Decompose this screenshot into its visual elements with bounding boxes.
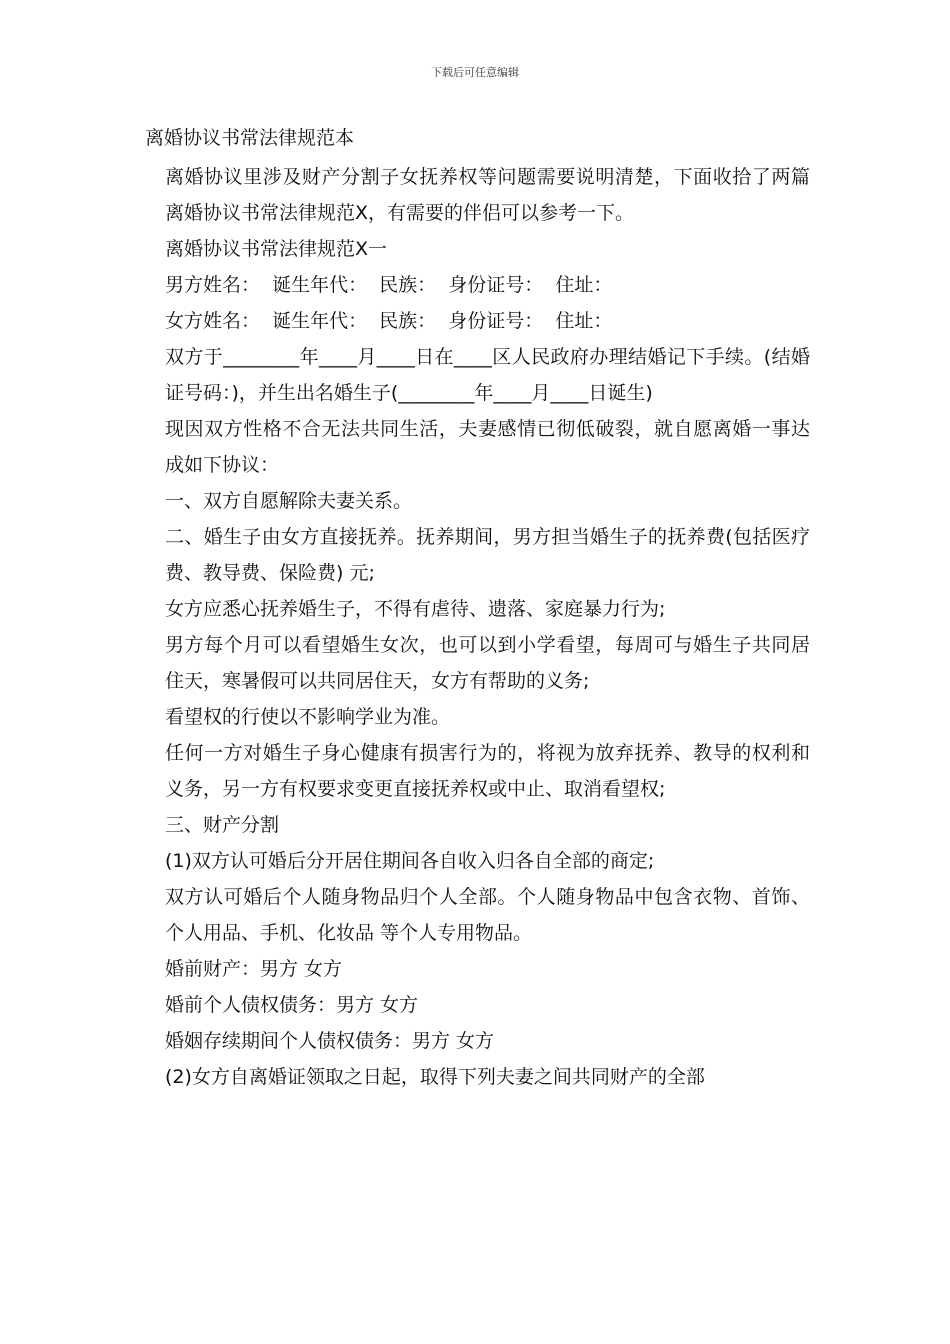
paragraph: 看望权的行使以不影响学业为准。: [165, 706, 451, 728]
paragraph: 一、双方自愿解除夫妻关系。: [165, 490, 413, 512]
paragraph: 离婚协议里涉及财产分割子女抚养权等问题需要说明清楚，下面收拾了两篇离婚协议书常法律规范Ⅹ，有需要的伴侣可以参考一下。: [165, 166, 810, 224]
paragraph: 现因双方性格不合无法共同生活，夫妻感情已彻低破裂，就自愿离婚一事达成如下协议：: [165, 418, 810, 476]
paragraph: (2)女方自离婚证领取之日起，取得下列夫妻之间共同财产的全部: [165, 1066, 705, 1088]
document-title: 离婚协议书常法律规范本: [145, 127, 355, 149]
section-heading: 三、财产分割: [165, 814, 280, 836]
paragraph: 二、婚生子由女方直接抚养。抚养期间，男方担当婚生子的抚养费(包括医疗费、教导费、保险费) 元;: [165, 526, 810, 584]
paragraph: 离婚协议书常法律规范Ⅹ一: [165, 238, 388, 260]
paragraph: 婚前个人债权债务：男方 女方: [165, 994, 419, 1016]
document-body: [145, 159, 810, 1095]
paragraph: 任何一方对婚生子身心健康有损害行为的，将视为放弃抚养、教导的权利和义务，另一方有权要求变更直接抚养权或中止、取消看望权;: [165, 742, 810, 800]
paragraph: 双方认可婚后个人随身物品归个人全部。个人随身物品中包含衣物、首饰、个人用品、手机、化妆品 等个人专用物品。: [165, 886, 810, 944]
paragraph: 男方每个月可以看望婚生女次，也可以到小学看望，每周可与婚生子共同居住天，寒暑假可以共同居住天，女方有帮助的义务;: [165, 634, 810, 692]
paragraph: 女方应悉心抚养婚生子，不得有虐待、遗落、家庭暴力行为;: [165, 598, 666, 620]
paragraph: 女方姓名： 诞生年代： 民族： 身份证号： 住址：: [165, 310, 613, 332]
paragraph: 双方于________年____月____日在____区人民政府办理结婚记下手续。(结婚证号码：)，并生出名婚生子(________年____月____日诞生): [165, 346, 810, 404]
page-header: 下载后可任意编辑: [431, 66, 519, 79]
paragraph: (1)双方认可婚后分开居住期间各自收入归各自全部的商定;: [165, 850, 655, 872]
paragraph: 婚前财产：男方 女方: [165, 958, 343, 980]
paragraph: 婚姻存续期间个人债权债务：男方 女方: [165, 1030, 495, 1052]
paragraph: 男方姓名： 诞生年代： 民族： 身份证号： 住址：: [165, 274, 613, 296]
